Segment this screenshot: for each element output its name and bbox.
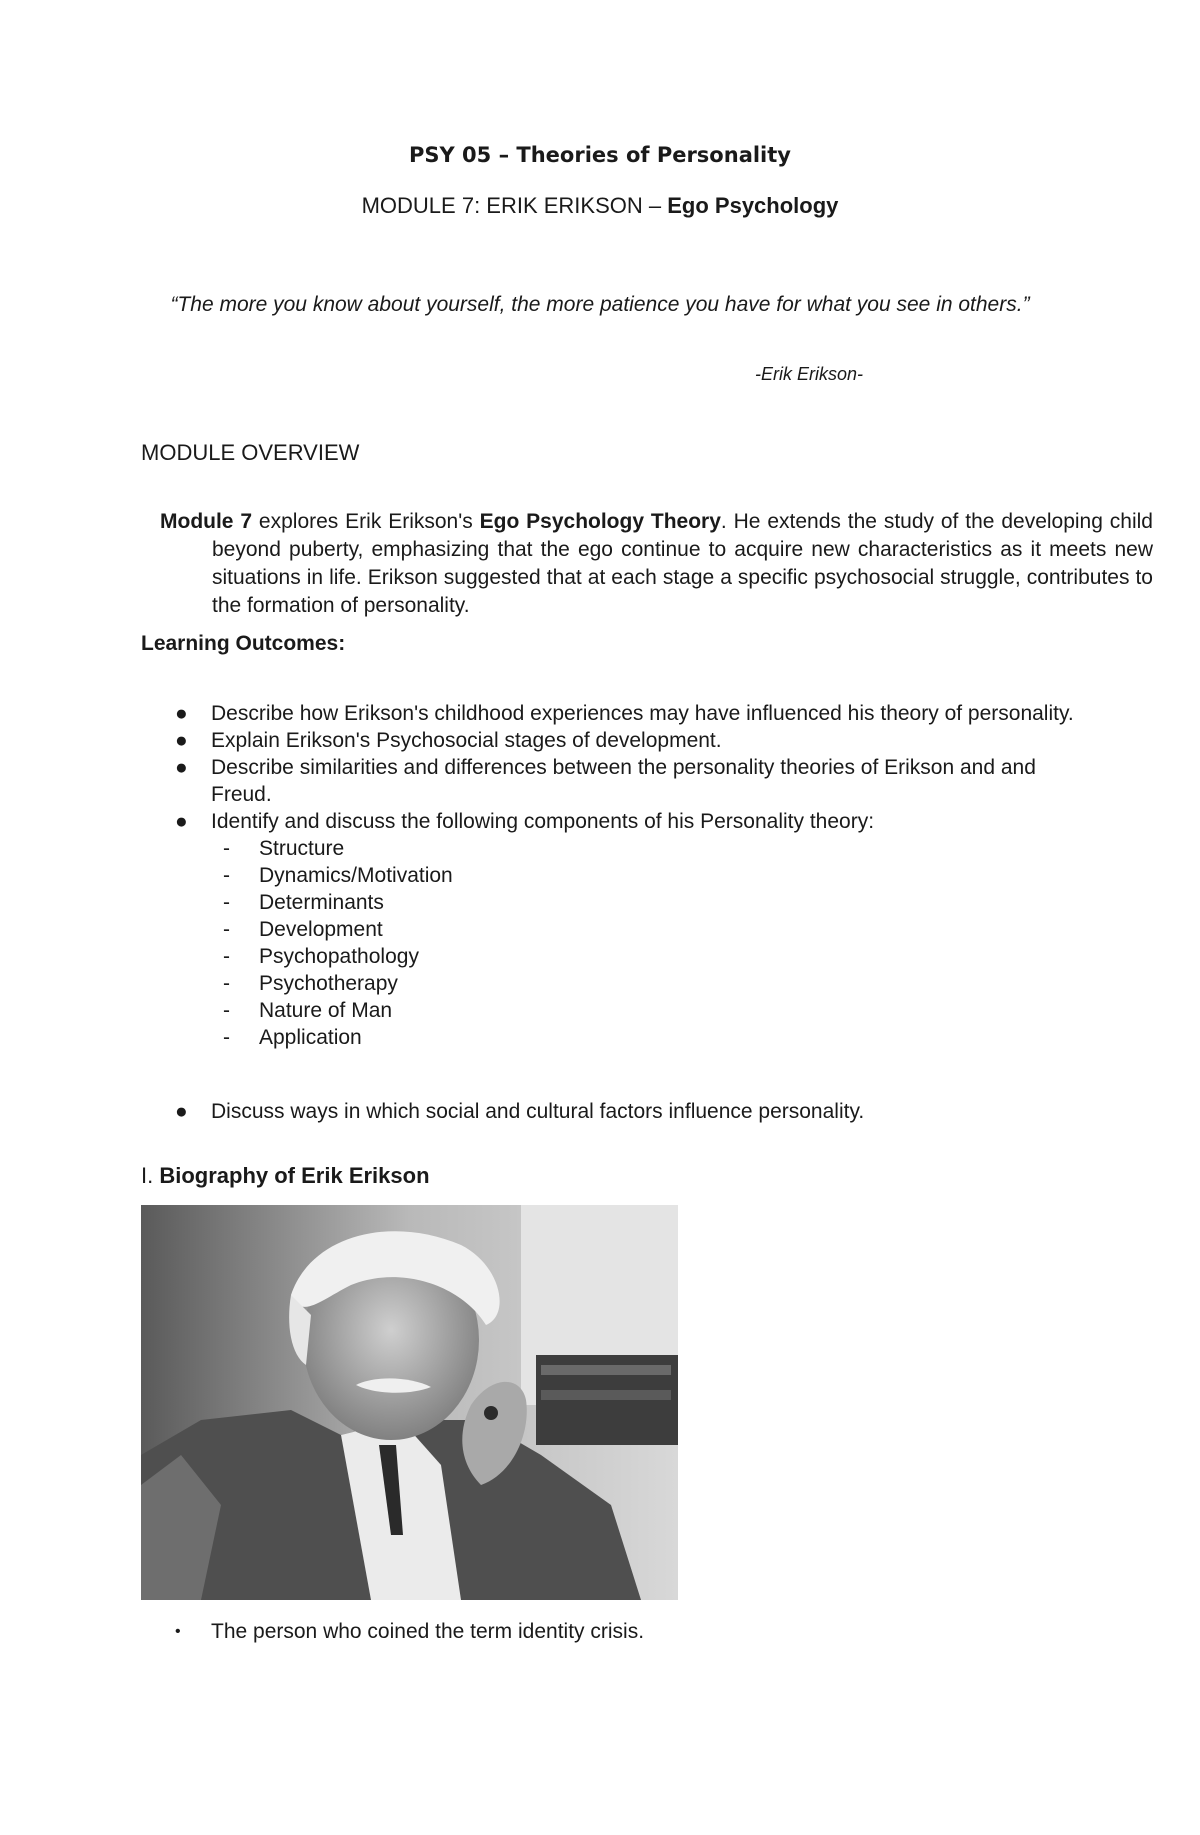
component-text: Application xyxy=(259,1026,362,1049)
dash-icon: - xyxy=(223,891,230,914)
bullet-icon: ● xyxy=(175,810,188,833)
dash-icon: - xyxy=(223,918,230,941)
photo-caption-item xyxy=(175,1620,644,1644)
dash-icon: - xyxy=(223,837,230,860)
course-title: PSY 05 – Theories of Personality xyxy=(409,143,791,167)
component-item xyxy=(223,889,1095,916)
component-text: Psychopathology xyxy=(259,945,419,968)
final-outcome-item xyxy=(175,1100,864,1124)
biography-title: Biography of Erik Erikson xyxy=(159,1163,430,1188)
list-item xyxy=(175,727,1095,754)
components-list xyxy=(223,835,1095,1051)
biography-numeral: I. xyxy=(141,1163,160,1188)
module-overview-paragraph xyxy=(160,508,1153,620)
bullet-icon: ● xyxy=(175,756,188,779)
module-label: MODULE 7: ERIK ERIKSON – xyxy=(361,193,662,218)
component-item xyxy=(223,1024,1095,1051)
learning-outcomes-heading: Learning Outcomes: xyxy=(141,632,346,655)
biography-heading xyxy=(141,1163,430,1189)
list-item xyxy=(175,700,1095,727)
component-text: Dynamics/Motivation xyxy=(259,864,453,887)
component-text: Psychotherapy xyxy=(259,972,398,995)
component-text: Determinants xyxy=(259,891,384,914)
module-topic: Ego Psychology xyxy=(667,193,839,218)
overview-theory-bold: Ego Psychology Theory xyxy=(479,510,721,533)
erikson-portrait-photo xyxy=(141,1205,678,1600)
list-item xyxy=(175,808,1095,1051)
component-item xyxy=(223,862,1095,889)
portrait-illustration xyxy=(141,1205,678,1600)
final-outcome-text: Discuss ways in which social and cultural factors influence personality. xyxy=(211,1100,865,1123)
overview-text-a: explores Erik Erikson's xyxy=(252,510,480,533)
bullet-icon: ● xyxy=(175,1100,188,1123)
bullet-icon: ● xyxy=(175,729,188,752)
dash-icon: - xyxy=(223,972,230,995)
outcome-text: Describe how Erikson's childhood experiences may have influenced his theory of personality. xyxy=(211,702,1074,725)
module-title xyxy=(0,193,1200,219)
photo-caption-text: The person who coined the term identity crisis. xyxy=(211,1620,645,1643)
dash-icon: - xyxy=(223,999,230,1022)
outcome-text: Identify and discuss the following components of his Personality theory: xyxy=(211,810,875,833)
overview-module-bold: Module 7 xyxy=(160,510,253,533)
component-item xyxy=(223,943,1095,970)
learning-outcomes-list xyxy=(175,700,1095,1051)
dash-icon: - xyxy=(223,945,230,968)
outcome-text: Describe similarities and differences between the personality theories of Erikson and and Freud. xyxy=(211,756,1036,806)
outcome-text: Explain Erikson's Psychosocial stages of development. xyxy=(211,729,722,752)
epigraph-quote: “The more you know about yourself, the more patience you have for what you see in others.” xyxy=(170,293,1030,316)
dash-icon: - xyxy=(223,864,230,887)
component-text: Nature of Man xyxy=(259,999,393,1022)
component-text: Development xyxy=(259,918,383,941)
module-overview-heading: MODULE OVERVIEW xyxy=(141,440,360,465)
quote-author: -Erik Erikson- xyxy=(755,364,864,384)
component-item xyxy=(223,916,1095,943)
component-item xyxy=(223,970,1095,997)
bullet-icon: • xyxy=(175,1623,181,1640)
component-item xyxy=(223,997,1095,1024)
component-text: Structure xyxy=(259,837,345,860)
overview-text-b: . He extends the study of the developing child beyond puberty, emphasizing that the ego continue to acquire new characteristics as it meets new situations in life. Erikson suggested that at each stage a specific psychosocial struggle, contributes to the formation of personality. xyxy=(212,510,1153,617)
bullet-icon: ● xyxy=(175,702,188,725)
component-item xyxy=(223,835,1095,862)
list-item xyxy=(175,754,1095,808)
dash-icon: - xyxy=(223,1026,230,1049)
